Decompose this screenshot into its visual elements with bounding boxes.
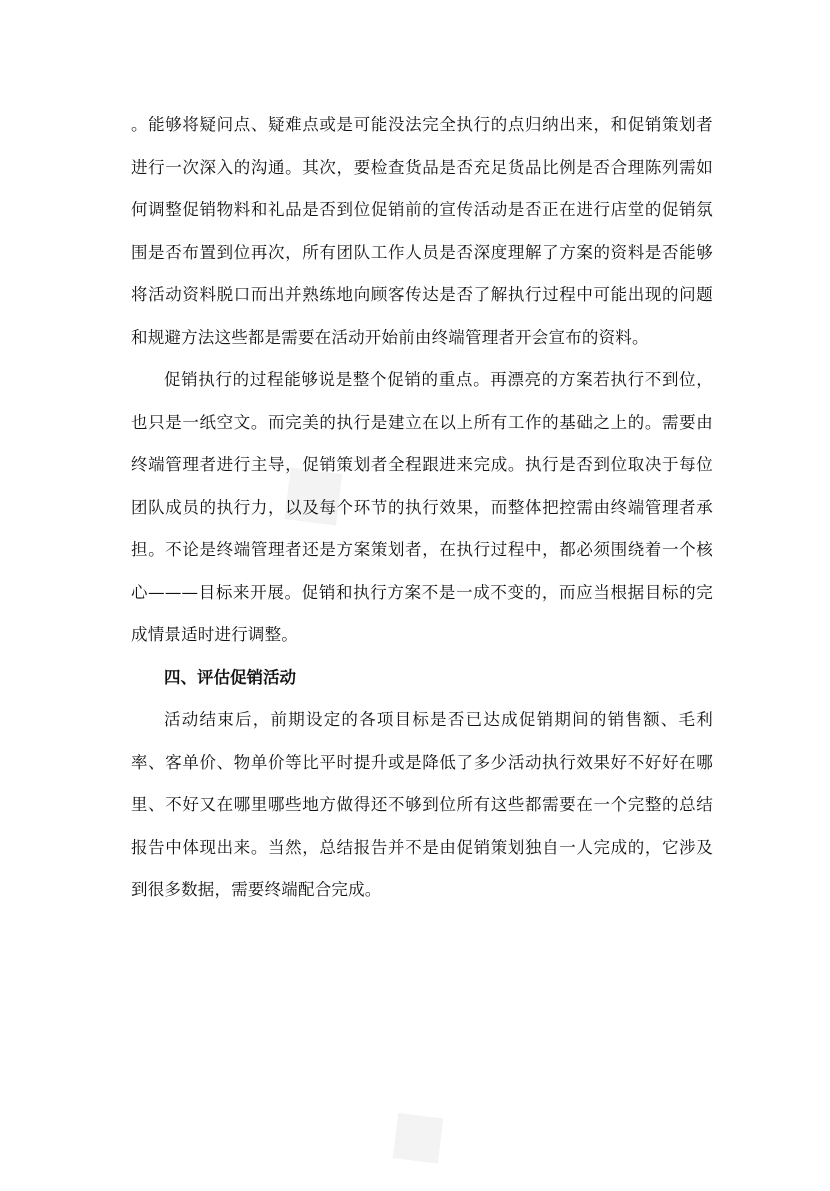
paragraph-evaluation: 活动结束后，前期设定的各项目标是否已达成促销期间的销售额、毛利率、客单价、物单价等比平时提升或是降低了多少活动执行效果好不好好在哪里、不好又在哪里哪些地方做得还不够到位所有这些都需要在一个完整的总结报告中体现出来。当然，总结报告并不是由促销策划独自一人完成的，它涉及到很多数据，需要终端配合完成。 [131,710,713,899]
paragraph-execution: 促销执行的过程能够说是整个促销的重点。再漂亮的方案若执行不到位，也只是一纸空文。而完美的执行是建立在以上所有工作的基础之上的。需要由终端管理者进行主导，促销策划者全程跟进来完成。执行是否到位取决于每位团队成员的执行力，以及每个环节的执行效果，而整体把控需由终端管理者承担。不论是终端管理者还是方案策划者，在执行过程中，都必须围绕着一个核心———目标来开展。促销和执行方案不是一成不变的，而应当根据目标的完成情景适时进行调整。 [131,370,713,644]
paragraph-continuation: 。能够将疑问点、疑难点或是可能没法完全执行的点归纳出来，和促销策划者进行一次深入的沟通。其次，要检查货品是否充足货品比例是否合理陈列需如何调整促销物料和礼品是否到位促销前的宣传活动是否正在进行店堂的促销氛围是否布置到位再次，所有团队工作人员是否深度理解了方案的资料是否能够将活动资料脱口而出并熟练地向顾客传达是否了解执行过程中可能出现的问题和规避方法这些都是需要在活动开始前由终端管理者开会宣布的资料。 [131,115,713,347]
section-heading: 四、评估促销活动 [164,667,296,687]
watermark-logo: ◆ [244,414,383,558]
document-body [131,104,713,912]
watermark-logo-bottom: ◆ [357,1066,479,1191]
